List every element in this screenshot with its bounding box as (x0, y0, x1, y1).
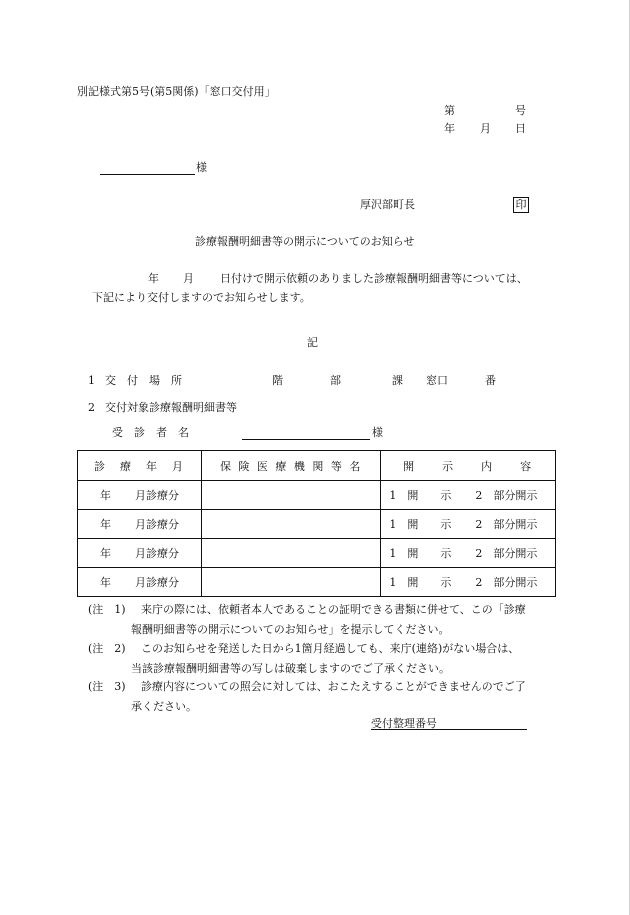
note-1 (88, 600, 558, 640)
reception-number-label: 受付整理番号 (371, 717, 437, 730)
header-institution-name: 保 険 医 療 機 関 等 名 (202, 451, 381, 481)
note-line: 当該診療報酬明細書等の写しは破棄しますのでご了承ください。 (131, 662, 450, 675)
note-line: 来庁の際には、依頼者本人であることの証明できる書類に併せて、この「診療 (141, 603, 526, 616)
table-header-row (78, 451, 556, 481)
option-partial-disclosure: 2 部分開示 (475, 576, 538, 589)
note-2 (88, 639, 558, 679)
form-label: 別記様式第5号(第5関係)「窓口交付用」 (77, 85, 276, 98)
document-title: 診療報酬明細書等の開示についてのお知らせ (195, 235, 415, 248)
reception-number-line (371, 729, 527, 730)
item1-number: 1 (88, 374, 95, 387)
row-institution (202, 510, 381, 539)
table-row (78, 568, 556, 597)
table-row (78, 539, 556, 568)
patient-name-line (242, 439, 370, 440)
note-line: 診療内容についての照会に対しては、おこたえすることができませんのでご了 (141, 680, 526, 693)
intro-line2: 下記により交付しますのでお知らせします。 (92, 291, 311, 304)
option-full-disclosure: 1 開 示 (389, 489, 452, 502)
item1-floor: 階 (272, 374, 283, 387)
table-row (78, 510, 556, 539)
option-partial-disclosure: 2 部分開示 (475, 489, 538, 502)
option-full-disclosure: 1 開 示 (389, 547, 452, 560)
header-treatment-month: 診 療 年 月 (78, 451, 202, 481)
header-disclosure-content: 開 示 内 容 (381, 451, 556, 481)
option-full-disclosure: 1 開 示 (389, 518, 452, 531)
addressee-name-line (100, 174, 195, 175)
note-label: (注 2) (88, 642, 126, 655)
item2-number: 2 (88, 401, 95, 414)
item2-label: 交付対象診療報酬明細書等 (105, 401, 237, 414)
row-institution (202, 481, 381, 510)
item1-label: 交 付 場 所 (105, 374, 182, 387)
item1-window: 窓口 (426, 374, 448, 387)
note-line: 報酬明細書等の開示についてのお知らせ」を提示してください。 (131, 623, 450, 636)
date-day-label: 日 (515, 122, 526, 135)
item1-number-label: 番 (485, 374, 496, 387)
sender-title: 厚沢部町長 (360, 198, 415, 211)
option-partial-disclosure: 2 部分開示 (475, 518, 538, 531)
row-month: 月診療分 (135, 518, 179, 531)
date-month-label: 月 (480, 122, 491, 135)
item1-section: 課 (392, 374, 403, 387)
note-label: (注 3) (88, 680, 126, 693)
note-line: 承ください。 (131, 700, 197, 713)
disclosure-table (77, 450, 556, 597)
document-number-suffix: 号 (515, 104, 526, 117)
row-month: 月診療分 (135, 489, 179, 502)
patient-name-label: 受 診 者 名 (112, 426, 189, 439)
seal-mark: 印 (513, 197, 529, 213)
row-month: 月診療分 (135, 547, 179, 560)
patient-honorific: 様 (372, 426, 383, 439)
addressee-honorific: 様 (196, 161, 207, 174)
intro-line1: 日付けで開示依頼のありました診療報酬明細書等については、 (220, 272, 528, 285)
row-year: 年 (100, 518, 111, 531)
item1-dept: 部 (330, 374, 341, 387)
document-number-label: 第 (444, 104, 455, 117)
note-label: (注 1) (88, 603, 126, 616)
row-year: 年 (100, 547, 111, 560)
intro-month: 月 (183, 272, 194, 285)
option-partial-disclosure: 2 部分開示 (475, 547, 538, 560)
intro-year: 年 (148, 272, 159, 285)
ki-heading: 記 (307, 336, 318, 349)
row-year: 年 (100, 489, 111, 502)
row-institution (202, 539, 381, 568)
date-year-label: 年 (444, 122, 455, 135)
note-line: このお知らせを発送した日から1箇月経過しても、来庁(連絡)がない場合は、 (141, 642, 520, 655)
row-year: 年 (100, 576, 111, 589)
row-month: 月診療分 (135, 576, 179, 589)
option-full-disclosure: 1 開 示 (389, 576, 452, 589)
row-institution (202, 568, 381, 597)
table-row (78, 481, 556, 510)
note-3 (88, 677, 558, 717)
